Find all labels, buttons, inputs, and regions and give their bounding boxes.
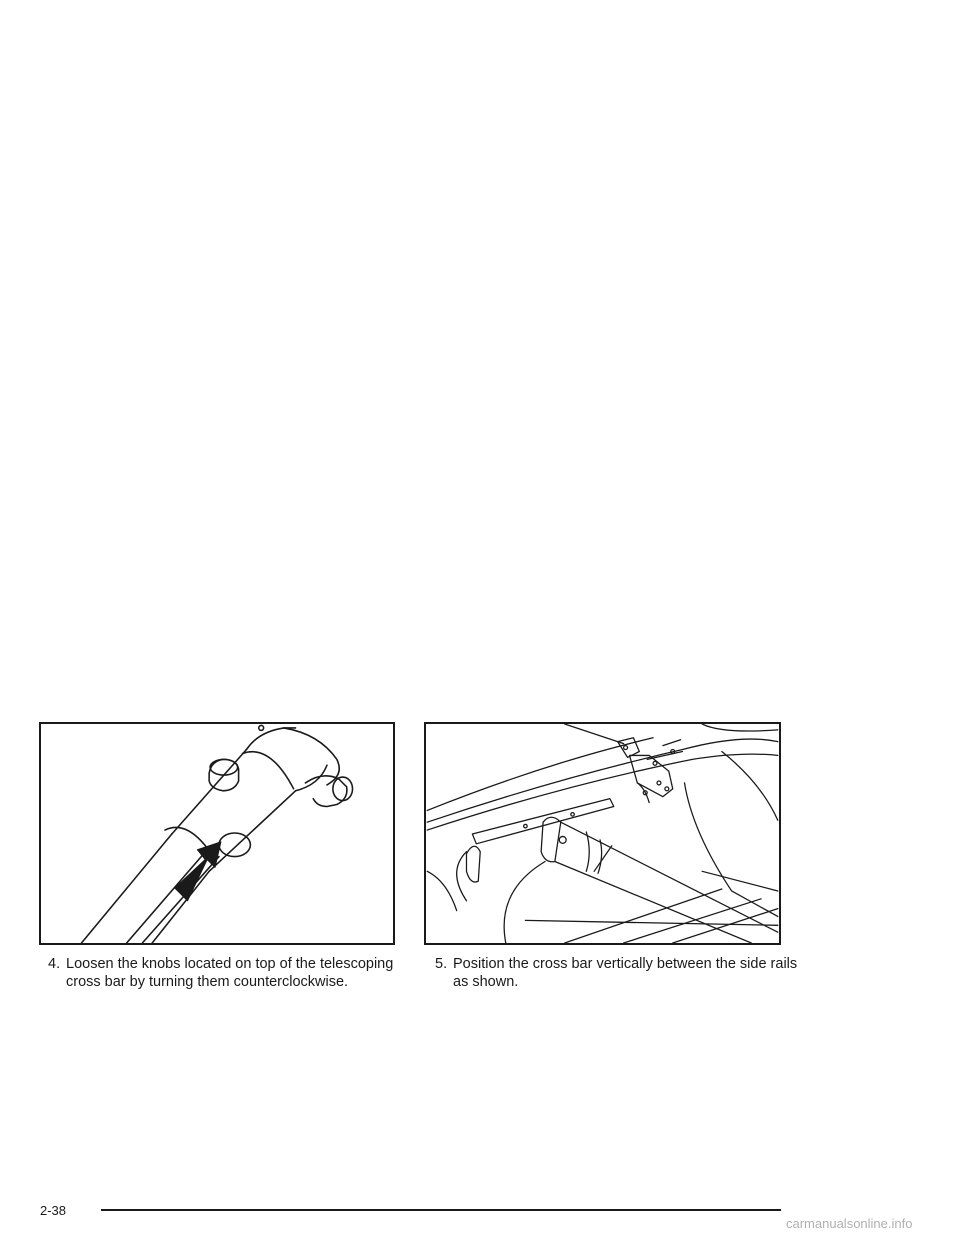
step-4-number: 4. [48, 956, 61, 972]
step-5-instruction [431, 955, 813, 991]
step-4-instruction [44, 955, 426, 991]
crossbar-position-illustration [424, 722, 781, 945]
page-number: 2-38 [40, 1203, 67, 1218]
crossbar-knobs-illustration [39, 722, 395, 945]
step-4-text: Loosen the knobs located on top of the telescoping cross bar by turning them counterclockwise. [66, 956, 394, 990]
step-5-number: 5. [435, 956, 448, 972]
footer-rule [101, 1209, 781, 1211]
watermark: carmanualsonline.info [786, 1216, 913, 1231]
step-5-text: Position the cross bar vertically between the side rails as shown. [453, 956, 798, 990]
